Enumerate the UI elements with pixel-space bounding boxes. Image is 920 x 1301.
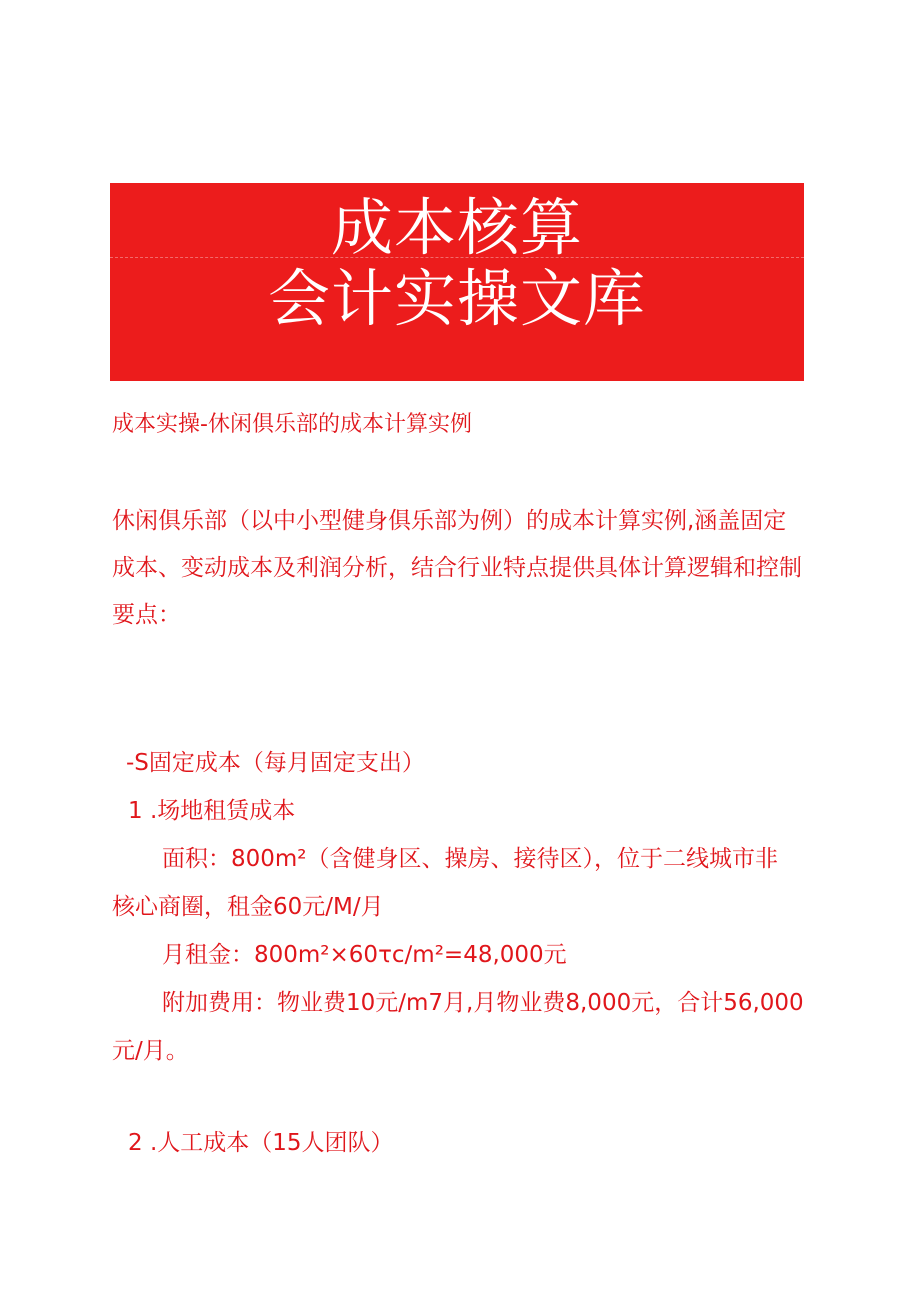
banner-title-line-1: 成本核算	[330, 191, 583, 264]
intro-line: 休闲俱乐部（以中小型健身俱乐部为例）的成本计算实例,涵盖固定	[112, 508, 787, 534]
area-line-continued: 核心商圈，租金60元/M/月	[112, 894, 384, 920]
section-heading-fixed-cost: -S固定成本（每月固定支出）	[126, 750, 425, 776]
intro-line: 要点：	[112, 602, 181, 628]
title-banner	[110, 183, 804, 381]
area-line: 面积：800m²（含健身区、操房、接待区），位于二线城市非	[162, 846, 779, 872]
extra-fee-line-continued: 元/月。	[112, 1038, 189, 1064]
intro-paragraph	[112, 498, 802, 639]
extra-fee-line: 附加费用：物业费10元∕m7月,月物业费8,000元，合计56,000	[162, 990, 804, 1016]
subsection-heading-rent: 1 .场地租赁成本	[128, 798, 296, 824]
subsection-heading-labor: 2 .人工成本（15人团队）	[128, 1130, 394, 1156]
document-title: 成本实操-休闲俱乐部的成本计算实例	[112, 412, 472, 437]
intro-line: 成本、变动成本及利润分析，结合行业特点提供具体计算逻辑和控制	[112, 555, 802, 581]
banner-divider	[110, 257, 804, 258]
banner-title-line-2: 会计实操文库	[267, 262, 646, 335]
monthly-rent-line: 月租金：800m²×60τc∕m²=48,000元	[162, 942, 567, 968]
